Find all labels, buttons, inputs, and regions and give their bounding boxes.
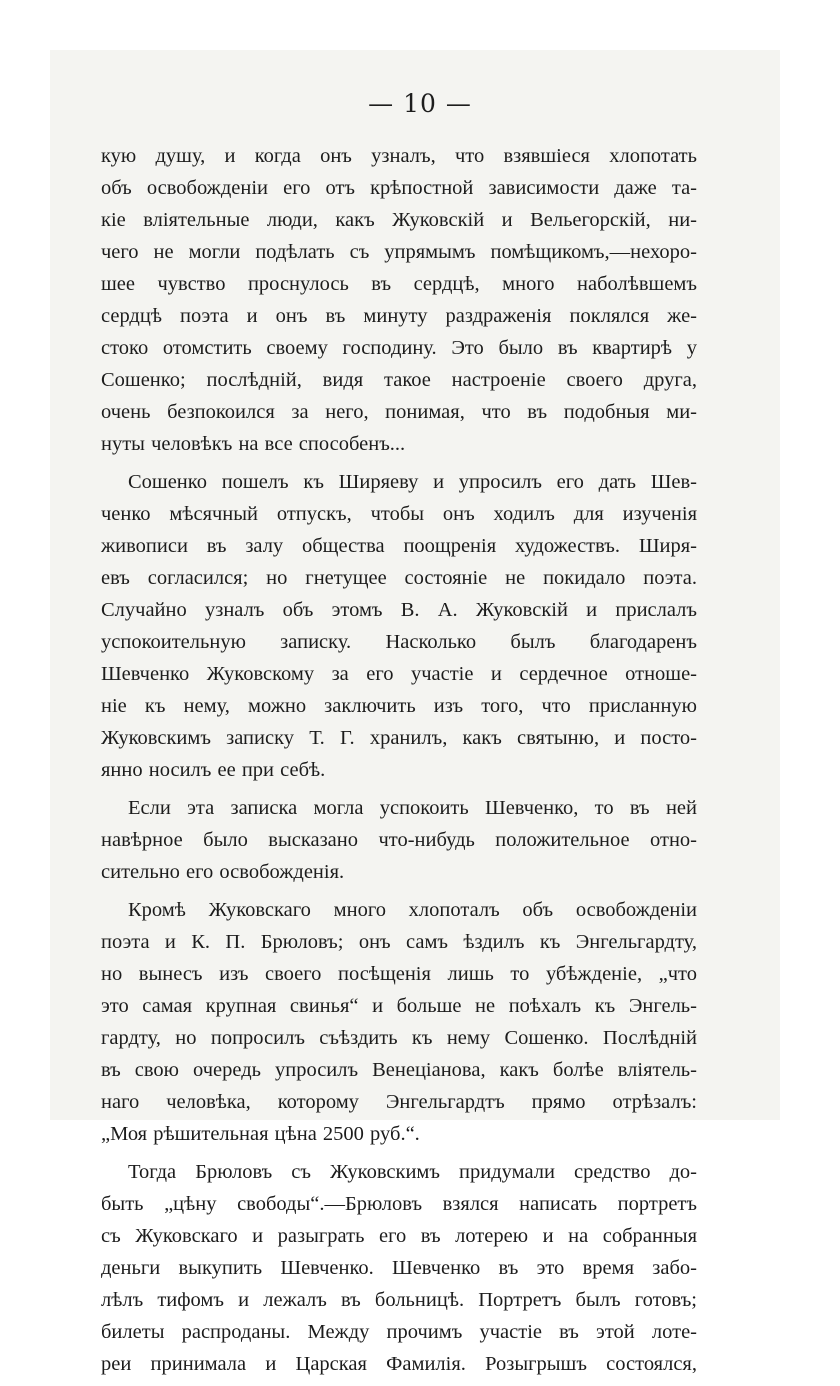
paragraph-5 bbox=[101, 1156, 697, 1380]
text-line: шее чувство проснулось въ сердцѣ, много наболѣвшемъ bbox=[101, 273, 697, 295]
text-line: Шевченко Жуковскому за его участіе и сердечное отноше- bbox=[101, 663, 697, 685]
text-line: сердцѣ поэта и онъ въ минуту раздраженія поклялся же- bbox=[101, 305, 697, 327]
text-line: Кромѣ Жуковскаго много хлопоталъ объ освобожденіи bbox=[128, 899, 697, 921]
text-line: чего не могли подѣлать съ упрямымъ помѣщикомъ,—нехоро- bbox=[101, 241, 697, 263]
text-line: объ освобожденіи его отъ крѣпостной зависимости даже та- bbox=[101, 177, 697, 199]
text-line: стоко отомстить своему господину. Это было въ квартирѣ у bbox=[101, 337, 697, 359]
text-line: поэта и К. П. Брюловъ; онъ самъ ѣздилъ къ Энгельгардту, bbox=[101, 931, 697, 953]
text-line: „Моя рѣшительная цѣна 2500 руб.“. bbox=[101, 1123, 420, 1145]
paragraph-3 bbox=[101, 792, 697, 888]
text-line: въ свою очередь упросилъ Венеціанова, какъ болѣе вліятель- bbox=[101, 1059, 697, 1081]
text-line: кую душу, и когда онъ узналъ, что взявшіеся хлопотать bbox=[101, 145, 697, 167]
paragraph-4 bbox=[101, 894, 697, 1150]
text-line: наго человѣка, которому Энгельгардтъ прямо отрѣзалъ: bbox=[101, 1091, 697, 1113]
text-line: Если эта записка могла успокоить Шевченко, то въ ней bbox=[128, 797, 697, 819]
text-line: это самая крупная свинья“ и больше не поѣхалъ къ Энгель- bbox=[101, 995, 697, 1017]
text-line: съ Жуковскаго и разыграть его въ лотерею и на собранныя bbox=[101, 1225, 697, 1247]
text-line: кіе вліятельные люди, какъ Жуковскій и Вельегорскій, ни- bbox=[101, 209, 697, 231]
text-line: успокоительную записку. Насколько былъ благодаренъ bbox=[101, 631, 697, 653]
text-line: Сошенко; послѣдній, видя такое настроеніе своего друга, bbox=[101, 369, 697, 391]
paragraph-1 bbox=[101, 140, 697, 460]
text-line: очень безпокоился за него, понимая, что въ подобныя ми- bbox=[101, 401, 697, 423]
text-line: навѣрное было высказано что-нибудь положительное отно- bbox=[101, 829, 697, 851]
text-line: Жуковскимъ записку Т. Г. хранилъ, какъ святыню, и посто- bbox=[101, 727, 697, 749]
text-line: лѣлъ тифомъ и лежалъ въ больницѣ. Портретъ былъ готовъ; bbox=[101, 1289, 697, 1311]
body-text bbox=[101, 140, 697, 1386]
text-line: но вынесъ изъ своего посѣщенія лишь то убѣжденіе, „что bbox=[101, 963, 697, 985]
text-line: Случайно узналъ объ этомъ В. А. Жуковскій и прислалъ bbox=[101, 599, 697, 621]
text-line: Сошенко пошелъ къ Ширяеву и упросилъ его дать Шев- bbox=[128, 471, 697, 493]
text-line: гардту, но попросилъ съѣздить къ нему Сошенко. Послѣдній bbox=[101, 1027, 697, 1049]
text-line: сительно его освобожденія. bbox=[101, 861, 345, 883]
text-line: евъ согласился; но гнетущее состояніе не покидало поэта. bbox=[101, 567, 697, 589]
text-line: Тогда Брюловъ съ Жуковскимъ придумали средство до- bbox=[128, 1161, 697, 1183]
page-number: — 10 — bbox=[368, 89, 472, 118]
text-line: билеты распроданы. Между прочимъ участіе въ этой лоте- bbox=[101, 1321, 697, 1343]
text-line: деньги выкупить Шевченко. Шевченко въ это время забо- bbox=[101, 1257, 697, 1279]
text-line: нуты человѣкъ на все способенъ... bbox=[101, 433, 406, 455]
text-line: ченко мѣсячный отпускъ, чтобы онъ ходилъ для изученія bbox=[101, 503, 697, 525]
text-line: живописи въ залу общества поощренія художествъ. Ширя- bbox=[101, 535, 697, 557]
text-line: янно носилъ ее при себѣ. bbox=[101, 759, 326, 781]
text-line: быть „цѣну свободы“.—Брюловъ взялся написать портретъ bbox=[101, 1193, 697, 1215]
text-line: реи принимала и Царская Фамилія. Розыгрышъ состоялся, bbox=[101, 1353, 697, 1375]
paragraph-2 bbox=[101, 466, 697, 786]
text-line: ніе къ нему, можно заключить изъ того, что присланную bbox=[101, 695, 697, 717]
